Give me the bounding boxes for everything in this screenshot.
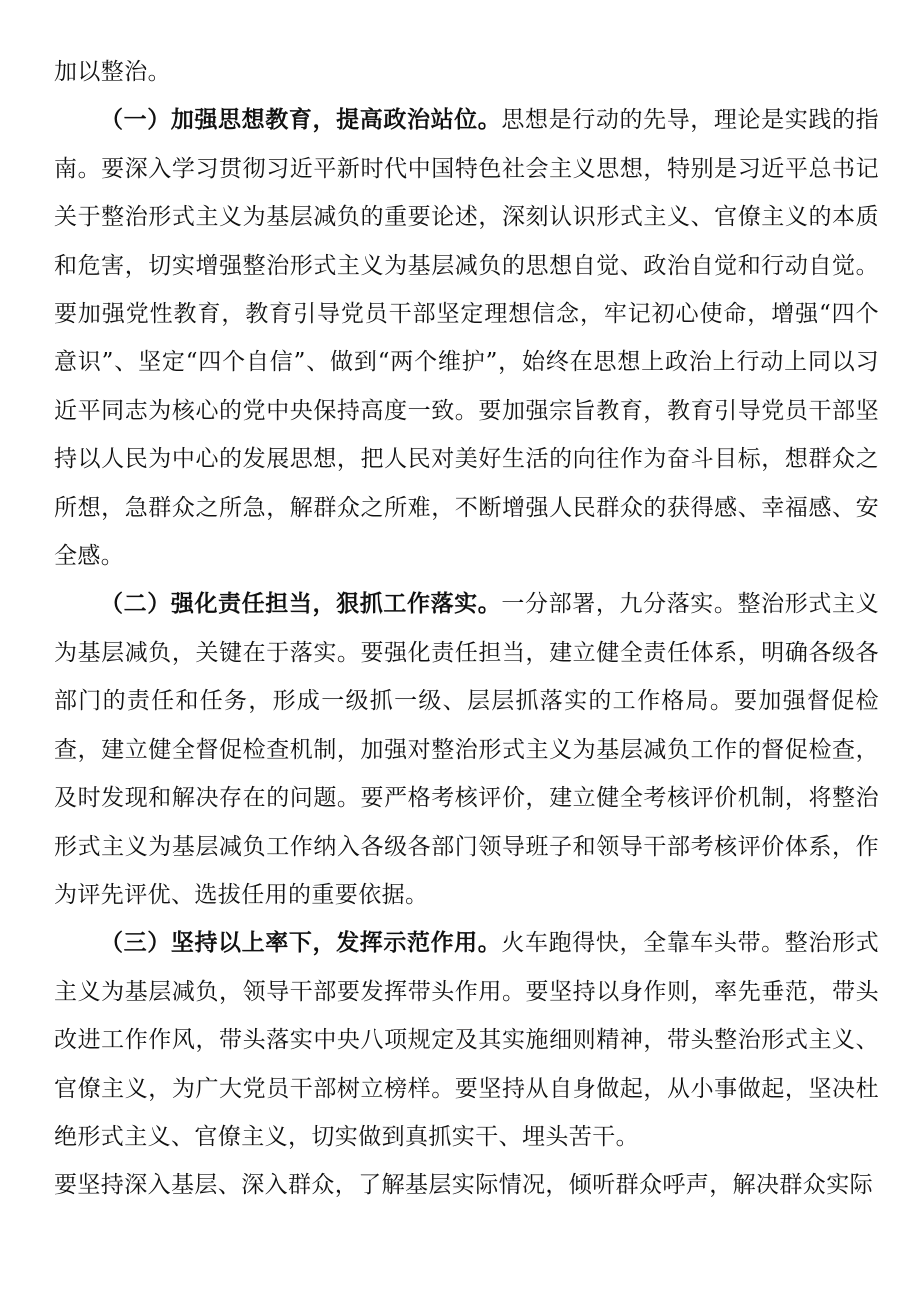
- document-body: [54, 48, 879, 1210]
- section-heading-2: （二）强化责任担当，狠抓工作落实。: [100, 590, 502, 618]
- section-body-1: 思想是行动的先导，理论是实践的指南。要深入学习贯彻习近平新时代中国特色社会主义思想，特别是习近平总书记关于整治形式主义为基层减负的重要论述，深刻认识形式主义、官僚主义的本质和危害，切实增强整治形式主义为基层减负的思想自觉、政治自觉和行动自觉。要加强党性教育，教育引导党员干部坚定理想信念，牢记初心使命，增强“四个意识”、坚定“四个自信”、做到“两个维护”，始终在思想上政治上行动上同以习近平同志为核心的党中央保持高度一致。要加强宗旨教育，教育引导党员干部坚持以人民为中心的发展思想，把人民对美好生活的向往作为奋斗目标，想群众之所想，急群众之所急，解群众之所难，不断增强人民群众的获得感、幸福感、安全感。: [54, 107, 879, 570]
- trailing-paragraph: 要坚持深入基层、深入群众，了解基层实际情况，倾听群众呼声，解决群众实际: [54, 1172, 873, 1199]
- section-body-2: 一分部署，九分落实。整治形式主义为基层减负，关键在于落实。要强化责任担当，建立健全责任体系，明确各级各部门的责任和任务，形成一级抓一级、层层抓落实的工作格局。要加强督促检查，建立健全督促检查机制，加强对整治形式主义为基层减负工作的督促检查，及时发现和解决存在的问题。要严格考核评价，建立健全考核评价机制，将整治形式主义为基层减负工作纳入各级各部门领导班子和领导干部考核评价体系，作为评先评优、选拔任用的重要依据。: [54, 591, 879, 908]
- section-paragraph-1: [54, 96, 879, 580]
- intro-paragraph: 加以整治。: [54, 59, 171, 85]
- section-heading-3: （三）坚持以上率下，发挥示范作用。: [100, 929, 502, 957]
- section-body-3: 火车跑得快，全靠车头带。整治形式主义为基层减负，领导干部要发挥带头作用。要坚持以身作则，率先垂范，带头改进工作作风，带头落实中央八项规定及其实施细则精神，带头整治形式主义、官僚主义，为广大党员干部树立榜样。要坚持从自身做起，从小事做起，坚决杜绝形式主义、官僚主义，切实做到真抓实干、埋头苦干。: [54, 930, 879, 1150]
- section-paragraph-2: [54, 580, 879, 919]
- section-paragraph-3: [54, 919, 879, 1161]
- section-heading-1: （一）加强思想教育，提高政治站位。: [100, 106, 502, 134]
